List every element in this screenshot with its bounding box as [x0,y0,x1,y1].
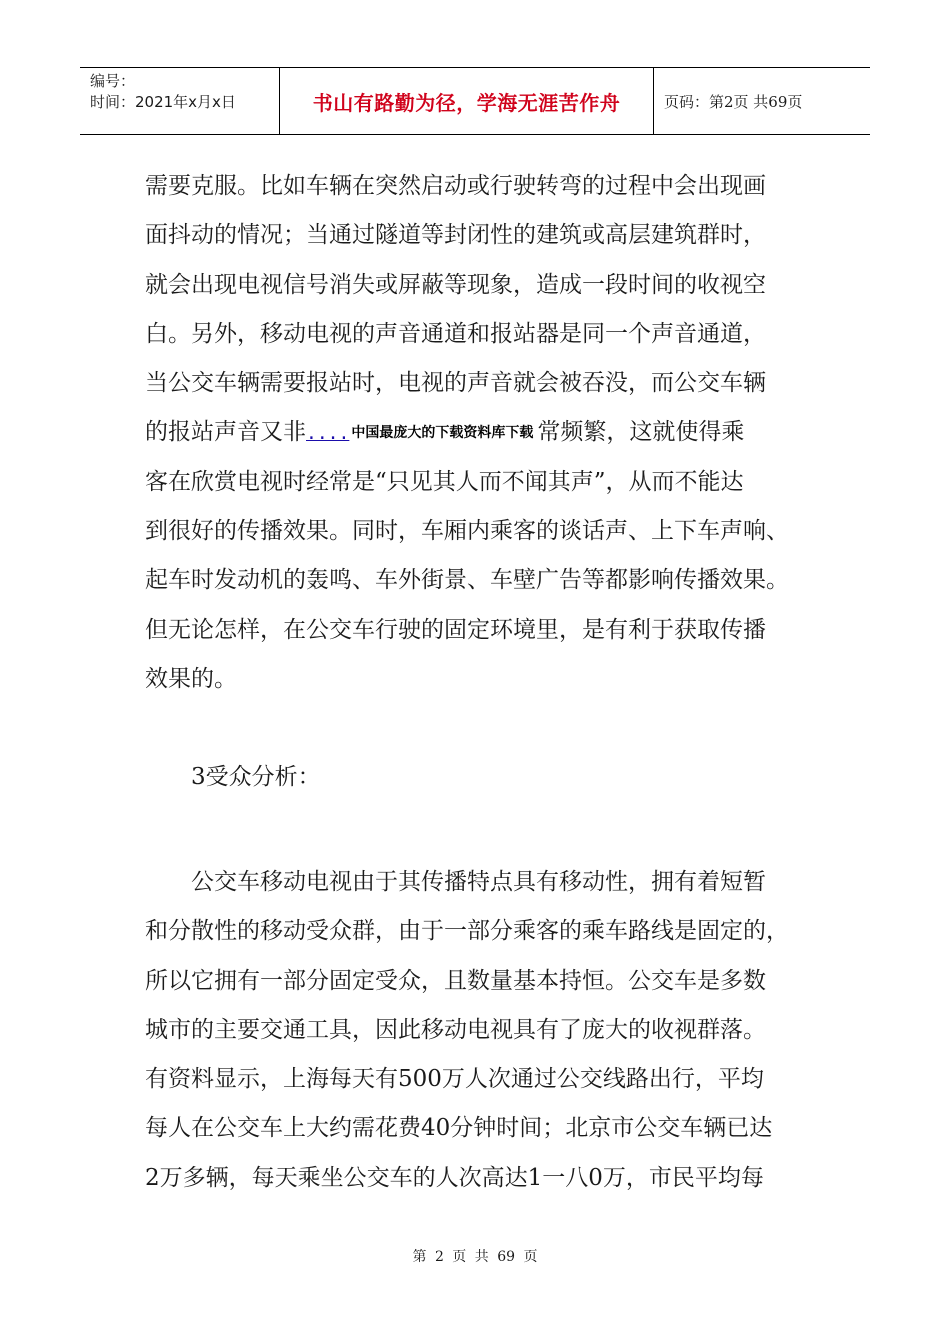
paragraph-1 [145,162,835,704]
text-segment: 常频繁，这就使得乘 [537,419,745,446]
text-line: 就会出现电视信号消失或屏蔽等现象，造成一段时间的收视空 [145,271,766,298]
text-segment: 的报站声音又非 [145,419,306,446]
download-link[interactable]: .... [306,423,350,445]
header-motto-cell [280,68,654,134]
text-line: 需要克服。比如车辆在突然启动或行驶转弯的过程中会出现画 [145,173,766,199]
text-line: 所以它拥有一部分固定受众，且数量基本持恒。公交车是多数 [145,967,766,994]
header-motto: 书山有路勤为径，学海无涯苦作舟 [312,90,621,115]
download-ad-text[interactable]: 中国最庞大的下载资料库下载 [351,425,534,442]
text-line: 城市的主要交通工具，因此移动电视具有了庞大的收视群落。 [145,1016,766,1043]
text-line: 但无论怎样，在公交车行驶的固定环境里，是有利于获取传播 [145,616,766,643]
footer-page-number: 第 2 页 共 69 页 [412,1249,538,1265]
text-line: 2万多辆，每天乘坐公交车的人次高达1一八0万，市民平均每 [145,1164,764,1191]
text-line-with-link [145,408,835,457]
header-meta [80,68,280,134]
paragraph-2 [145,858,835,1203]
page-footer [0,1246,950,1266]
text-line: 面抖动的情况；当通过隧道等封闭性的建筑或高层建筑群时， [145,222,766,249]
text-line: 白。另外，移动电视的声音通道和报站器是同一个声音通道， [145,320,766,347]
text-line: 起车时发动机的轰鸣、车外街景、车壁广告等都影响传播效果。 [145,567,789,594]
doc-number-label: 编号： [90,72,136,90]
text-line: 效果的。 [145,665,237,692]
doc-time-label: 时间：2021年x月x日 [90,93,236,111]
section-heading: 3受众分析： [191,764,321,790]
text-line: 有资料显示，上海每天有500万人次通过公交线路出行，平均 [145,1066,764,1093]
page-header [80,67,870,135]
text-line: 和分散性的移动受众群，由于一部分乘客的乘车路线是固定的， [145,918,789,945]
text-line: 公交车移动电视由于其传播特点具有移动性，拥有着短暂 [191,869,766,895]
header-page-label: 页码：第2页 共69页 [664,92,803,111]
text-line: 每人在公交车上大约需花费40分钟时间；北京市公交车辆已达 [145,1115,773,1142]
text-line: 当公交车辆需要报站时，电视的声音就会被吞没，而公交车辆 [145,370,766,397]
text-line: 客在欣赏电视时经常是“只见其人而不闻其声”，从而不能达 [145,468,744,495]
text-line: 到很好的传播效果。同时，车厢内乘客的谈话声、上下车声响、 [145,518,789,545]
section-heading-block [145,753,835,802]
